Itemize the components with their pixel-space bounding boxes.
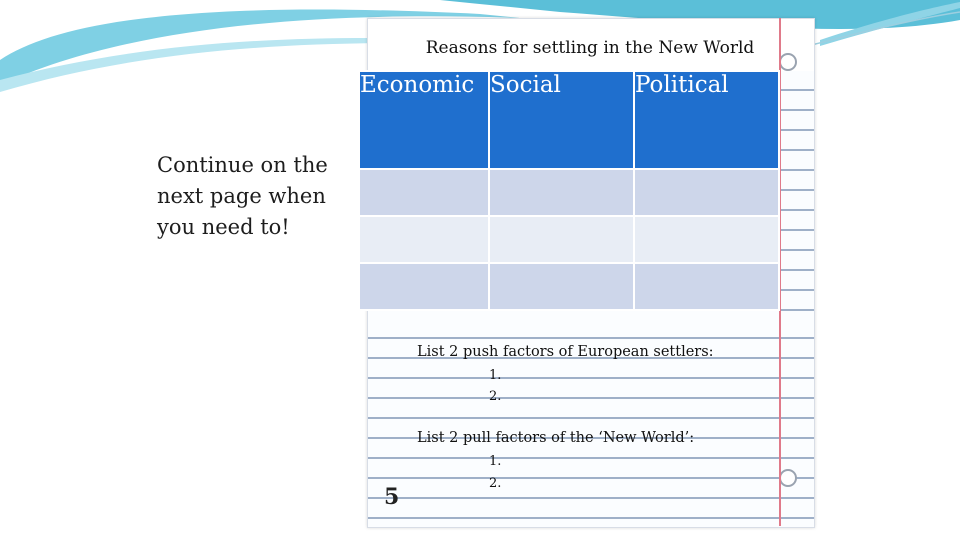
push-item-1: 1. — [489, 368, 502, 383]
header-political: Political — [634, 71, 779, 169]
table-cell[interactable] — [634, 263, 779, 310]
table-cell[interactable] — [489, 216, 634, 263]
side-note: Continue on the next page when you need to! — [157, 153, 328, 239]
table-cell[interactable] — [359, 216, 489, 263]
table-cell[interactable] — [489, 169, 634, 216]
header-economic: Economic — [359, 71, 489, 169]
pull-item-2: 2. — [489, 476, 502, 491]
table-cell[interactable] — [359, 169, 489, 216]
header-social: Social — [489, 71, 634, 169]
table-cell[interactable] — [634, 216, 779, 263]
table-cell[interactable] — [634, 169, 779, 216]
push-item-2: 2. — [489, 389, 502, 404]
page-number: 5 — [384, 484, 400, 510]
page-title: Reasons for settling in the New World — [425, 38, 755, 58]
pull-factors-prompt: List 2 pull factors of the ‘New World’: — [417, 430, 695, 446]
push-factors-prompt: List 2 push factors of European settlers: — [417, 344, 714, 360]
table-cell[interactable] — [489, 263, 634, 310]
binder-hole-icon — [779, 469, 797, 487]
table-cell[interactable] — [359, 263, 489, 310]
pull-item-1: 1. — [489, 454, 502, 469]
reasons-table — [358, 70, 780, 311]
